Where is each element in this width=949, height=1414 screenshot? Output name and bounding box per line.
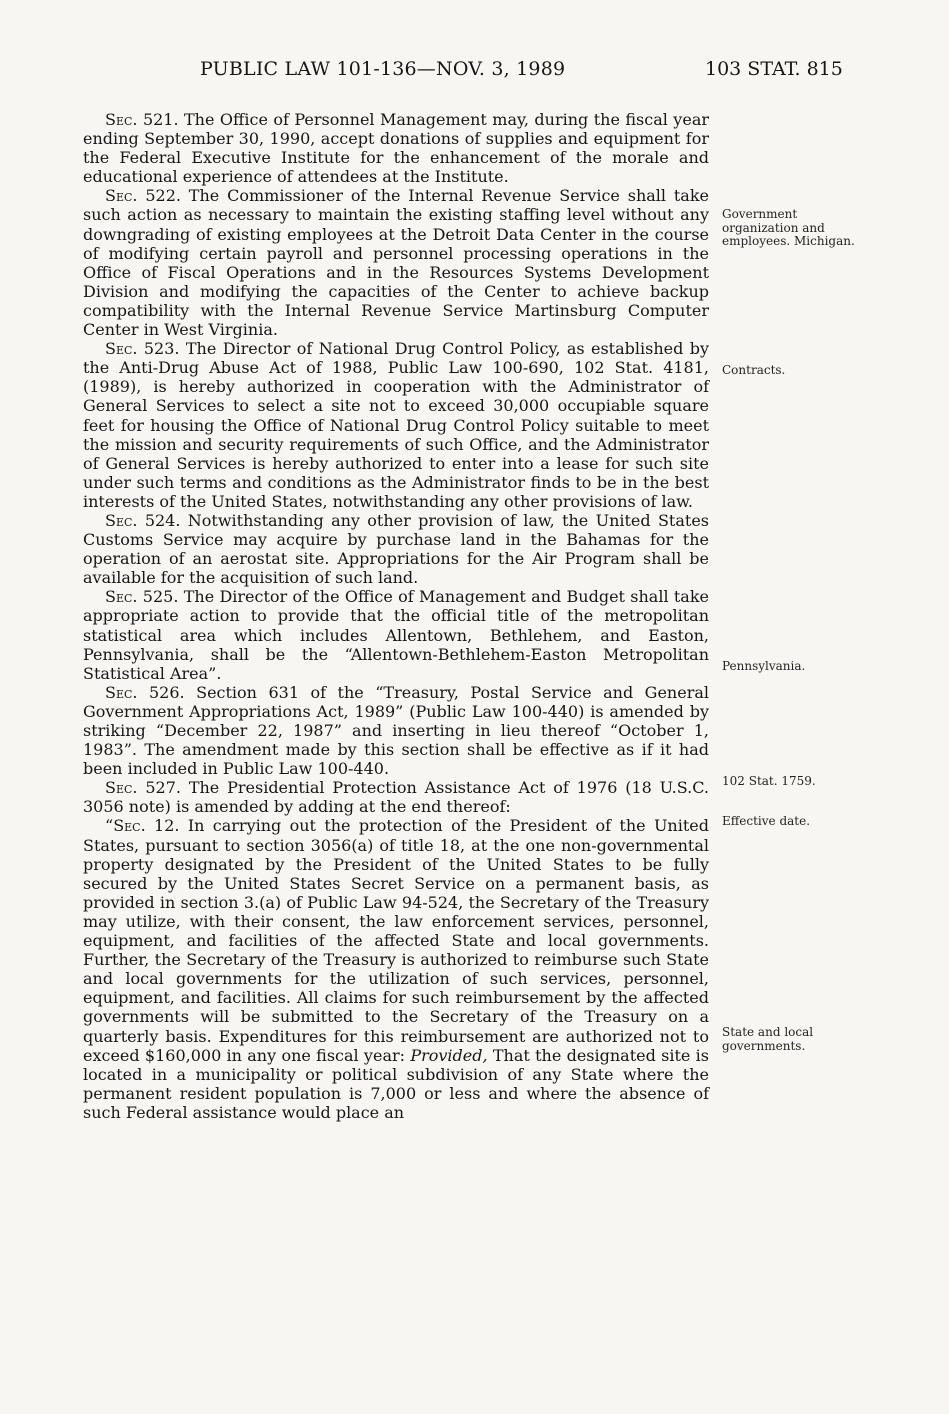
margin-note-government: Government organization and employees. Michigan. bbox=[722, 207, 855, 248]
section-521 bbox=[83, 110, 709, 186]
body-text bbox=[83, 110, 709, 1122]
quoted-section-12 bbox=[83, 816, 709, 1122]
section-prefix: Sec. bbox=[105, 186, 138, 206]
section-prefix: Sec. bbox=[105, 339, 138, 359]
margin-note-stat-citation: 102 Stat. 1759. bbox=[722, 774, 816, 788]
section-text: 524. Notwithstanding any other provision of law, the United States Customs Service may acquire by purchase land in the Bahamas for the operation of an aerostat site. Appropriations for the Air Program shall be available for the acquisition of such land. bbox=[83, 510, 709, 588]
section-524 bbox=[83, 511, 709, 587]
section-522 bbox=[83, 186, 709, 339]
margin-note-effective-date: Effective date. bbox=[722, 814, 811, 828]
section-text: 527. The Presidential Protection Assistance Act of 1976 (18 U.S.C. 3056 note) is amended by adding at the end thereof: bbox=[83, 778, 709, 817]
section-text: 523. The Director of National Drug Control Policy, as established by the Anti-Drug Abuse Act of 1988, Public Law 100-690, 102 Stat. 4181, (1989), is hereby authorized in cooperation with the Administrator of General Services to select a site not to exceed 30,000 occupiable square feet for housing the Office of National Drug Control Policy suitable to meet the mission and security requirements of such Office, and the Administrator of General Services is hereby authorized to enter into a lease for such site under such terms and conditions as the Administrator finds to be in the best interests of the United States, notwithstanding any other provisions of law. bbox=[83, 339, 709, 511]
proviso-italic: Provided, bbox=[410, 1045, 488, 1065]
section-526 bbox=[83, 683, 709, 778]
section-525 bbox=[83, 587, 709, 682]
section-prefix: Sec. bbox=[105, 110, 138, 129]
section-prefix: Sec. bbox=[105, 778, 138, 798]
section-prefix: Sec. bbox=[105, 587, 138, 607]
section-text: 525. The Director of the Office of Management and Budget shall take appropriate action to provide that the official title of the metropolitan statistical area which includes Allentown, Bethlehem, and Easton, Pennsylvania, shall be the “Allentown-Bethlehem-Easton Metropolitan Statistical Area”. bbox=[83, 587, 709, 683]
section-prefix: Sec. bbox=[113, 816, 146, 836]
section-527 bbox=[83, 778, 709, 816]
margin-note-state-local: State and local governments. bbox=[722, 1025, 814, 1053]
margin-note-pennsylvania: Pennsylvania. bbox=[722, 659, 806, 673]
section-text: 521. The Office of Personnel Management may, during the fiscal year ending September 30, 1990, accept donations of supplies and equipment for the Federal Executive Institute for the enhancement of the morale and educational experience of attendees at the Institute. bbox=[83, 110, 709, 187]
section-text: 12. In carrying out the protection of the President of the United States, pursuant to section 3056(a) of title 18, at the one non-governmental property designated by the President of the United States to be fully secured by the United States Secret Service on a permanent basis, as provided in section 3.(a) of Public Law 94-524, the Secretary of the Treasury may utilize, with their consent, the law enforcement services, personnel, equipment, and facilities of the affected State and local governments. Further, the Secretary of the Treasury is authorized to reimburse such State and local governments for the utilization of such services, personnel, equipment, and facilities. All claims for such reimbursement by the affected governments will be submitted to the Secretary of the Treasury on a quarterly basis. Expenditures for this reimbursement are authorized not to exceed $160,000 in any one fiscal year: bbox=[83, 816, 709, 1065]
section-text: 522. The Commissioner of the Internal Revenue Service shall take such action as necessary to maintain the existing staffing level without any downgrading of existing employees at the Detroit Data Center in the course of modifying certain payroll and personnel processing operations in the Office of Fiscal Operations and in the Resources Systems Development Division and modifying the capacities of the Center to achieve backup compatibility with the Internal Revenue Service Martinsburg Computer Center in West Virginia. bbox=[83, 186, 709, 340]
running-header-title: PUBLIC LAW 101-136—NOV. 3, 1989 bbox=[200, 58, 566, 80]
section-prefix: Sec. bbox=[105, 682, 138, 702]
section-prefix: Sec. bbox=[105, 510, 138, 530]
margin-note-contracts: Contracts. bbox=[722, 363, 786, 377]
section-523 bbox=[83, 339, 709, 511]
open-quote: “ bbox=[105, 816, 114, 836]
section-text-continued: That the designated site is located in a municipality or political subdivision of any State where the permanent resident population is 7,000 or less and where the absence of such Federal assistance would place an bbox=[83, 1045, 710, 1122]
page-stat-number: 103 STAT. 815 bbox=[705, 58, 843, 80]
section-text: 526. Section 631 of the “Treasury, Postal Service and General Government Appropriations Act, 1989” (Public Law 100-440) is amended by striking “December 22, 1987” and inserting in lieu thereof “October 1, 1983”. The amendment made by this section shall be effective as if it had been included in Public Law 100-440. bbox=[83, 682, 709, 779]
